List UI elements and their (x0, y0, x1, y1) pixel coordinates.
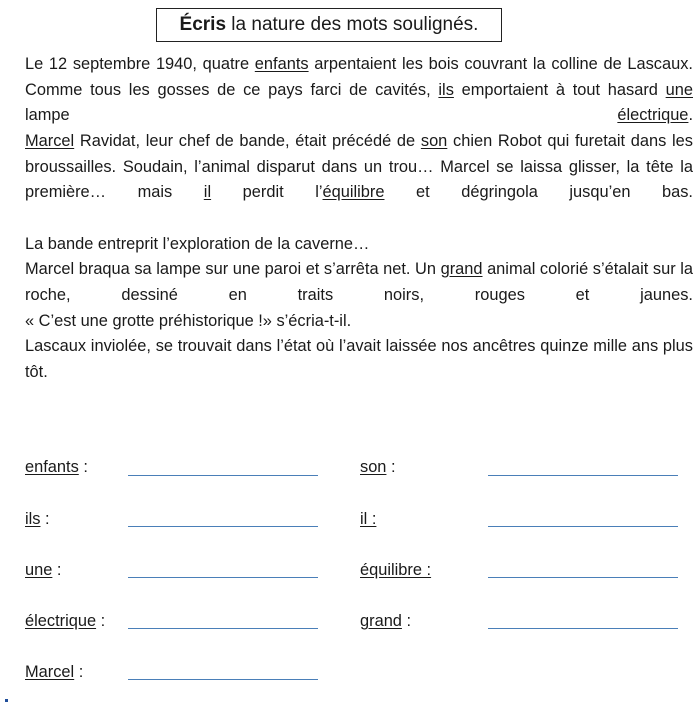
text-segment: La bande entreprit l’exploration de la caverne… (25, 235, 370, 253)
paragraph-5 (25, 309, 693, 335)
title-verb: Écris (179, 14, 227, 35)
text-segment: Lascaux inviolée, se trouvait dans l’état où l’avait laissée nos ancêtres quinze mille ans plus tôt. (25, 337, 693, 381)
text-segment: perdit l’ (211, 183, 323, 202)
text-segment: Le 12 septembre 1940, quatre (25, 55, 255, 73)
underlined-word: il (203, 183, 212, 202)
label-equilibre: équilibre : (360, 561, 432, 579)
label-son: son : (360, 458, 396, 476)
underlined-word: enfants (254, 55, 309, 73)
underlined-word: une (665, 80, 693, 99)
paragraph-1 (25, 52, 693, 129)
text-segment: . (688, 106, 693, 125)
exercise-title (156, 8, 502, 42)
stray-dot (5, 699, 8, 702)
label-marcel: Marcel : (25, 663, 84, 681)
answer-son[interactable] (488, 475, 678, 476)
paragraph-2 (25, 129, 693, 206)
paragraph-4 (25, 257, 693, 308)
label-une: une : (25, 561, 62, 579)
answer-une[interactable] (128, 577, 318, 578)
paragraph-6 (25, 334, 693, 385)
text-segment: arpentaient les bois couvrant la colline de Lascaux. Comme tous les gosses de ce pays farci de cavités, (25, 55, 693, 99)
text-segment: animal colorié s’étalait sur la roche, dessiné en traits noirs, rouges et jaunes. (25, 260, 693, 304)
underlined-word: équilibre (322, 183, 385, 202)
text-segment: lampe (25, 106, 618, 125)
underlined-word: électrique (617, 106, 689, 125)
answer-ils[interactable] (128, 526, 318, 527)
answer-equilibre[interactable] (488, 577, 678, 578)
text-segment: Marcel braqua sa lampe sur une paroi et s’arrêta net. Un (25, 260, 441, 278)
label-il: il : (360, 510, 377, 528)
answer-il[interactable] (488, 526, 678, 527)
answer-grand[interactable] (488, 628, 678, 629)
underlined-word: grand (440, 260, 483, 278)
underlined-word: Marcel (25, 132, 75, 150)
text-segment: et dégringola jusqu’en bas. (384, 183, 693, 202)
title-rest: la nature des mots soulignés. (226, 14, 479, 35)
underlined-word: ils (438, 80, 454, 99)
underlined-word: son (420, 132, 448, 150)
label-enfants: enfants : (25, 458, 88, 476)
answer-electrique[interactable] (128, 628, 318, 629)
text-segment: chien Robot qui furetait dans les broussailles. Soudain, l’animal disparut dans un trou… Marcel se laissa glisser, la tête la première… mais (25, 132, 693, 202)
label-grand: grand : (360, 612, 412, 630)
answer-marcel[interactable] (128, 679, 318, 680)
label-electrique: électrique : (25, 612, 106, 630)
text-segment: emportaient à tout hasard (453, 80, 666, 99)
answer-enfants[interactable] (128, 475, 318, 476)
paragraph-3 (25, 232, 693, 258)
text-segment: Ravidat, leur chef de bande, était précédé de (74, 132, 421, 150)
text-segment: « C’est une grotte préhistorique !» s’écria-t-il. (25, 312, 352, 330)
label-ils: ils : (25, 510, 50, 528)
